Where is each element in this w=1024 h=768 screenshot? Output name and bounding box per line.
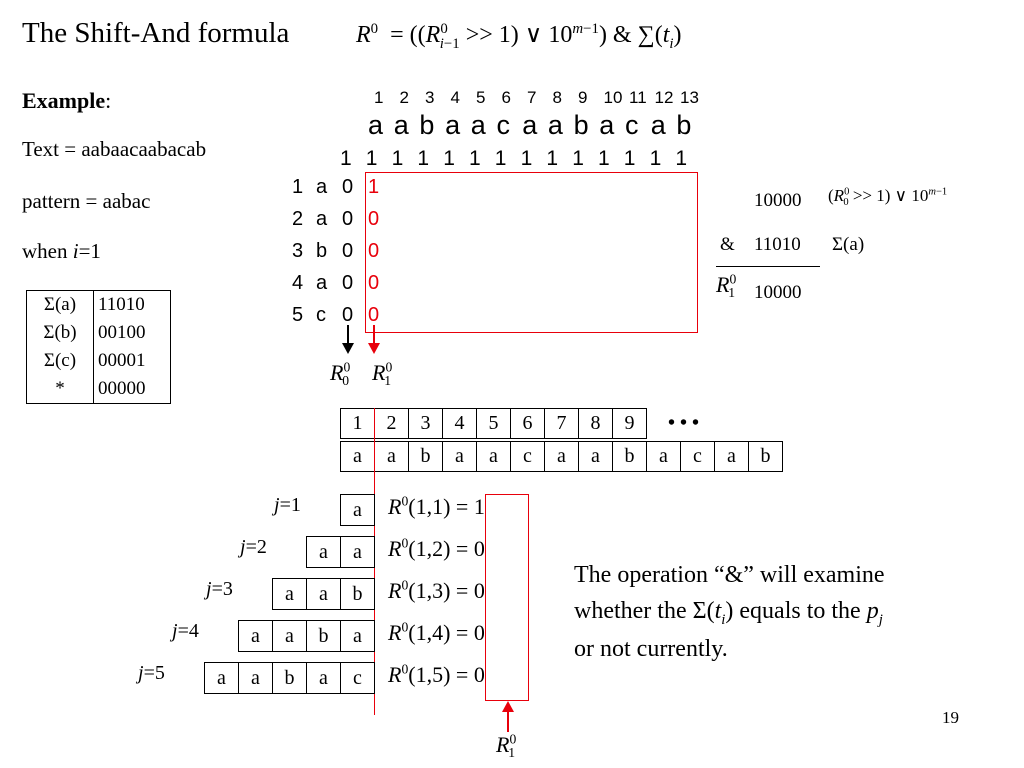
example-pattern: pattern = aabac bbox=[22, 189, 151, 213]
text-char: b bbox=[419, 110, 435, 140]
text-grid-cell: a bbox=[375, 442, 409, 472]
text-index: 8 bbox=[552, 88, 562, 107]
index-grid-cell: 9 bbox=[613, 409, 647, 439]
ones-cell: 1 bbox=[443, 147, 455, 170]
explanation-line3: or not currently. bbox=[574, 636, 728, 662]
ones-cell: 1 bbox=[494, 147, 507, 170]
r1-bit: 0 bbox=[368, 208, 380, 230]
j-expression-text: (1,2) = 0 bbox=[408, 536, 485, 561]
index-grid-cell: 4 bbox=[443, 409, 477, 439]
pattern-char: c bbox=[316, 304, 326, 326]
pattern-index: 1 bbox=[292, 176, 304, 198]
j-label bbox=[240, 536, 267, 559]
r1-bit: 0 bbox=[368, 272, 380, 294]
explanation-line2: whether the $\Sigma(t_i)$ equals to the $p_j$ bbox=[574, 598, 883, 628]
ones-cell: 1 bbox=[520, 147, 533, 170]
pattern-index: 3 bbox=[292, 240, 304, 262]
shift-and-formula: $R^0 = ((R^0_{i-1} >> 1)$ ∨ $10^{m-1}$) & $\sum(t_i)$ bbox=[356, 21, 682, 52]
text-index: 4 bbox=[450, 88, 460, 107]
sigma-row bbox=[27, 291, 171, 320]
j-cell: a bbox=[238, 662, 273, 694]
j-cell: a bbox=[340, 536, 375, 568]
slide-title: The Shift-And formula bbox=[22, 17, 290, 49]
sigma-key: Σ(c) bbox=[27, 347, 94, 375]
ones-cell: 1 bbox=[649, 147, 662, 170]
text-grid-cell: a bbox=[579, 442, 613, 472]
index-grid-cell: 5 bbox=[477, 409, 511, 439]
ones-cell: 1 bbox=[391, 147, 404, 170]
sigma-table bbox=[26, 290, 171, 404]
j-cell: b bbox=[340, 578, 375, 610]
index-grid-cell: 1 bbox=[341, 409, 375, 439]
ones-cell: 1 bbox=[340, 147, 352, 170]
text-grid-cell: b bbox=[749, 442, 783, 472]
text-grid-cell: a bbox=[647, 442, 681, 472]
text-char: a bbox=[650, 110, 666, 140]
text-char: a bbox=[599, 110, 615, 140]
ones-cell: 1 bbox=[572, 147, 584, 170]
ellipsis: • • • bbox=[668, 412, 700, 434]
sigma-key: Σ(b) bbox=[27, 319, 94, 347]
ones-cell: 1 bbox=[546, 147, 559, 170]
r1-bit: 1 bbox=[368, 176, 380, 198]
text-char: a bbox=[368, 110, 384, 140]
sigma-value: 00001 bbox=[98, 350, 146, 371]
j-cell: a bbox=[306, 578, 341, 610]
sigma-key: Σ(a) bbox=[27, 291, 94, 320]
index-grid bbox=[340, 408, 647, 439]
j-cell: a bbox=[306, 662, 341, 694]
text-index: 7 bbox=[527, 88, 537, 107]
pattern-index: 4 bbox=[292, 272, 304, 294]
j-cell: a bbox=[272, 578, 307, 610]
text-grid bbox=[340, 441, 783, 472]
text-char: a bbox=[445, 110, 461, 140]
j-expression-text: (1,1) = 1 bbox=[408, 494, 485, 519]
text-index: 11 bbox=[629, 88, 647, 107]
text-grid-cell: c bbox=[681, 442, 715, 472]
index-grid-cell: 2 bbox=[375, 409, 409, 439]
text-index: 12 bbox=[654, 88, 674, 107]
j-var: j bbox=[172, 620, 178, 642]
j-eq: =3 bbox=[211, 578, 233, 600]
example-heading: Example: bbox=[22, 88, 112, 113]
j-cell: a bbox=[204, 662, 239, 694]
index-grid-cell: 8 bbox=[579, 409, 613, 439]
text-index: 6 bbox=[501, 88, 511, 107]
j-expression-text: (1,5) = 0 bbox=[408, 662, 485, 687]
j-expression-text: (1,3) = 0 bbox=[408, 578, 485, 603]
sigma-key: * bbox=[27, 375, 94, 404]
example-when: when i=1 bbox=[22, 239, 101, 263]
j-cell: a bbox=[272, 620, 307, 652]
j-var: j bbox=[206, 578, 212, 600]
r1-label: $R^0_1$ bbox=[372, 359, 393, 389]
example-text: Text = aabaacaabacab bbox=[22, 137, 207, 161]
text-grid-cell: b bbox=[409, 442, 443, 472]
ones-cell: 1 bbox=[417, 147, 430, 170]
sigma-value: 00100 bbox=[98, 322, 146, 343]
text-char: a bbox=[393, 110, 409, 140]
text-grid-cell: a bbox=[341, 442, 375, 472]
j-label bbox=[172, 620, 199, 643]
calc-line2-value: 11010 bbox=[754, 234, 801, 255]
r1-arrow-icon bbox=[366, 325, 382, 355]
text-index: 1 bbox=[374, 88, 384, 107]
pattern-char: a bbox=[316, 208, 328, 230]
calc-line1-formula: $(R^0_0 >> 1)$ ∨ $10^{m-1}$ bbox=[828, 186, 948, 209]
text-char: a bbox=[522, 110, 538, 140]
r0-bit: 0 bbox=[342, 272, 354, 294]
text-grid-cell: a bbox=[715, 442, 749, 472]
index-grid-cell: 7 bbox=[545, 409, 579, 439]
pattern-char: b bbox=[316, 240, 328, 262]
j-cell: a bbox=[340, 620, 375, 652]
text-grid-cell: b bbox=[613, 442, 647, 472]
j-cell: b bbox=[272, 662, 307, 694]
r1-column-box bbox=[365, 172, 698, 333]
sigma-row bbox=[27, 375, 171, 404]
result-r1-label: $R^0_1$ bbox=[496, 731, 517, 761]
text-char: c bbox=[496, 110, 510, 140]
text-char: b bbox=[573, 110, 589, 140]
j-cell: c bbox=[340, 662, 375, 694]
ones-cell: 1 bbox=[598, 147, 610, 170]
j-cell: a bbox=[306, 536, 341, 568]
page-number: 19 bbox=[942, 708, 959, 727]
calc-line2-note: Σ(a) bbox=[832, 234, 865, 255]
j-eq: =5 bbox=[143, 662, 165, 684]
j-eq: =1 bbox=[279, 494, 301, 516]
index-grid-cell: 6 bbox=[511, 409, 545, 439]
index-grid-cell: 3 bbox=[409, 409, 443, 439]
r1-bit: 0 bbox=[368, 240, 380, 262]
j-cell: b bbox=[306, 620, 341, 652]
pattern-index: 5 bbox=[292, 304, 304, 326]
r0-arrow-icon bbox=[340, 325, 356, 355]
text-char: a bbox=[470, 110, 486, 140]
ones-cell: 1 bbox=[623, 147, 636, 170]
result-up-arrow-icon bbox=[500, 700, 516, 732]
sigma-value: 00000 bbox=[98, 378, 146, 399]
j-label bbox=[138, 662, 165, 685]
text-index: 10 bbox=[603, 88, 623, 107]
calc-and-operator: & bbox=[720, 234, 735, 255]
j-label bbox=[206, 578, 233, 601]
j-var: j bbox=[274, 494, 280, 516]
text-grid-cell: a bbox=[443, 442, 477, 472]
text-index: 2 bbox=[399, 88, 409, 107]
j-var: j bbox=[240, 536, 246, 558]
text-index: 5 bbox=[476, 88, 486, 107]
text-char: c bbox=[625, 110, 639, 140]
text-index: 9 bbox=[578, 88, 588, 107]
ones-cell: 1 bbox=[469, 147, 481, 170]
text-char: b bbox=[676, 110, 692, 140]
j-eq: =2 bbox=[245, 536, 267, 558]
j-expression-text: (1,4) = 0 bbox=[408, 620, 485, 645]
text-grid-cell: a bbox=[477, 442, 511, 472]
text-grid-cell: c bbox=[511, 442, 545, 472]
text-grid-cell: a bbox=[545, 442, 579, 472]
j-expression: $R^0(1,2) = 0$ bbox=[388, 535, 485, 561]
j-expression: $R^0(1,5) = 0$ bbox=[388, 661, 485, 687]
j-expression: $R^0(1,3) = 0$ bbox=[388, 577, 485, 603]
pattern-index: 2 bbox=[292, 208, 304, 230]
r0-label: $R^0_0$ bbox=[330, 359, 351, 389]
calc-divider bbox=[716, 266, 820, 267]
explanation-line1: The operation “&” will examine bbox=[574, 562, 885, 588]
ones-cell: 1 bbox=[365, 147, 378, 170]
pattern-char: a bbox=[316, 272, 328, 294]
text-char: a bbox=[547, 110, 563, 140]
r0-bit: 0 bbox=[342, 240, 354, 262]
r0-bit: 0 bbox=[342, 176, 354, 198]
text-index: 3 bbox=[425, 88, 435, 107]
j-expression: $R^0(1,1) = 1$ bbox=[388, 493, 485, 519]
sigma-row bbox=[27, 319, 171, 347]
result-column-box bbox=[485, 494, 529, 701]
j-var: j bbox=[138, 662, 144, 684]
sigma-row bbox=[27, 347, 171, 375]
j-label bbox=[274, 494, 301, 517]
r1-bit: 0 bbox=[368, 304, 380, 326]
calc-result-value: 10000 bbox=[754, 282, 802, 303]
j-eq: =4 bbox=[177, 620, 199, 642]
j-cell: a bbox=[340, 494, 375, 526]
text-index: 13 bbox=[680, 88, 699, 107]
r0-bit: 0 bbox=[342, 208, 354, 230]
j-cell: a bbox=[238, 620, 273, 652]
calc-line1-value: 10000 bbox=[754, 190, 802, 211]
pattern-char: a bbox=[316, 176, 328, 198]
ones-cell: 1 bbox=[675, 147, 688, 170]
j-expression: $R^0(1,4) = 0$ bbox=[388, 619, 485, 645]
calc-result-label: $R^0_1$ bbox=[716, 271, 737, 301]
sigma-value: 11010 bbox=[98, 294, 145, 315]
r0-bit: 0 bbox=[342, 304, 354, 326]
